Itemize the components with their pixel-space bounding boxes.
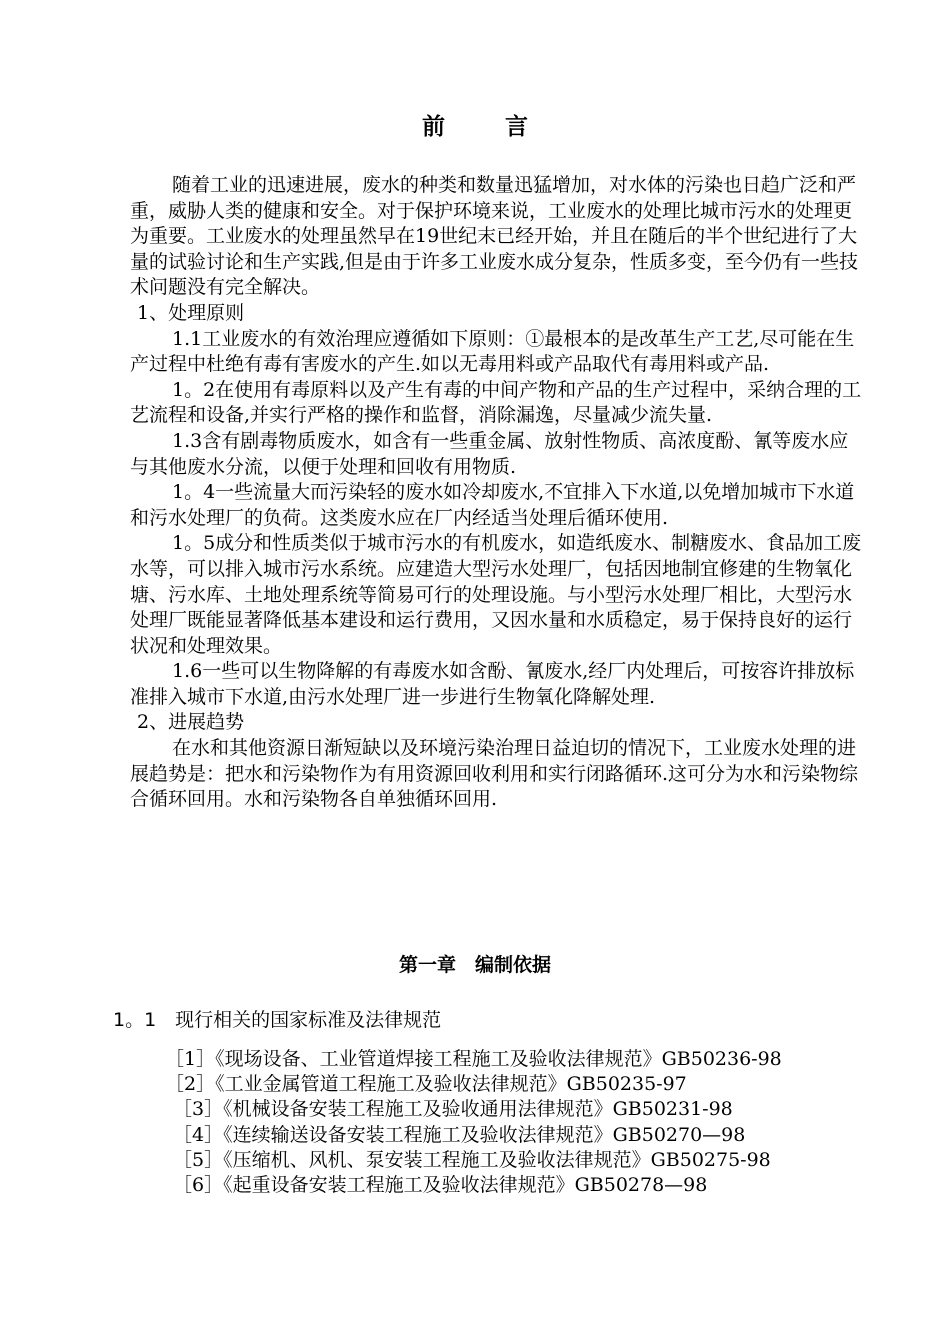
preface-title: 前言 [422, 114, 588, 140]
chapter-title: 第一章 编制依据 [398, 954, 551, 976]
preface-intro-paragraph: 随着工业的迅速进展，废水的种类和数量迅猛增加，对水体的污染也日趋广泛和严重，威胁人类的健康和安全。对于保护环境来说，工业废水的处理比城市污水的处理更为重要。工业废水的处理虽然早在19世纪末已经开始，并且在随后的半个世纪进行了大量的试验讨论和生产实践,但是由于许多工业废水成分复杂，性质多变，至今仍有一些技术问题没有完全解决。 [130, 174, 859, 299]
principle-paragraph-1-3: 1.3含有剧毒物质废水，如含有一些重金属、放射性物质、高浓度酚、氰等废水应与其他废水分流，以便于处理和回收有用物质. [130, 429, 849, 478]
reference-item: ［3］《机械设备安装工程施工及验收通用法律规范》GB50231-98 [173, 1098, 733, 1121]
reference-item: ［2］《工业金属管道工程施工及验收法律规范》GB50235-97 [165, 1073, 687, 1096]
trends-paragraph: 在水和其他资源日渐短缺以及环境污染治理日益迫切的情况下，工业废水处理的进展趋势是：把水和污染物作为有用资源回收利用和实行闭路循环.这可分为水和污染物综合循环回用。水和污染物各自单独循环回用. [130, 737, 859, 811]
principle-paragraph-1-1: 1.1工业废水的有效治理应遵循如下原则：①最根本的是改革生产工艺,尽可能在生产过程中杜绝有毒有害废水的产生.如以无毒用料或产品取代有毒用料或产品. [130, 327, 855, 376]
section-heading-trends: 2、进展趋势 [137, 711, 245, 734]
reference-item: ［6］《起重设备安装工程施工及验收法律规范》GB50278—98 [173, 1174, 708, 1197]
reference-item: ［5］《压缩机、风机、泵安装工程施工及验收法律规范》GB50275-98 [173, 1148, 771, 1171]
principle-paragraph-1-5: 1。5成分和性质类似于城市污水的有机废水，如造纸废水、制糖废水、食品加工废水等，可以排入城市污水系统。应建造大型污水处理厂，包括因地制宜修建的生物氧化塘、污水库、土地处理系统等简易可行的处理设施。与小型污水处理厂相比，大型污水处理厂既能显著降低基本建设和运行费用，又因水量和水质稳定，易于保持良好的运行状况和处理效果。 [130, 532, 862, 657]
reference-item: ［1］《现场设备、工业管道焊接工程施工及验收法律规范》GB50236-98 [165, 1048, 782, 1070]
principle-paragraph-1-4: 1。4一些流量大而污染轻的废水如冷却废水,不宜排入下水道,以免增加城市下水道和污水处理厂的负荷。这类废水应在厂内经适当处理后循环使用. [130, 481, 855, 529]
section-heading-principles: 1、处理原则 [137, 301, 245, 324]
principle-paragraph-1-2: 1。2在使用有毒原料以及产生有毒的中间产物和产品的生产过程中，采纳合理的工艺流程和设备,并实行严格的操作和监督，消除漏逸，尽量减少流失量. [130, 378, 862, 427]
preface-body [130, 173, 865, 813]
principle-paragraph-1-6: 1.6一些可以生物降解的有毒废水如含酚、氰废水,经厂内处理后，可按容许排放标准排入城市下水道,由污水处理厂进一步进行生物氧化降解处理. [130, 660, 855, 708]
reference-item: ［4］《连续输送设备安装工程施工及验收法律规范》GB50270—98 [173, 1123, 746, 1146]
section-title: 1。1 现行相关的国家标准及法律规范 [113, 1009, 442, 1031]
reference-list [165, 1047, 782, 1198]
